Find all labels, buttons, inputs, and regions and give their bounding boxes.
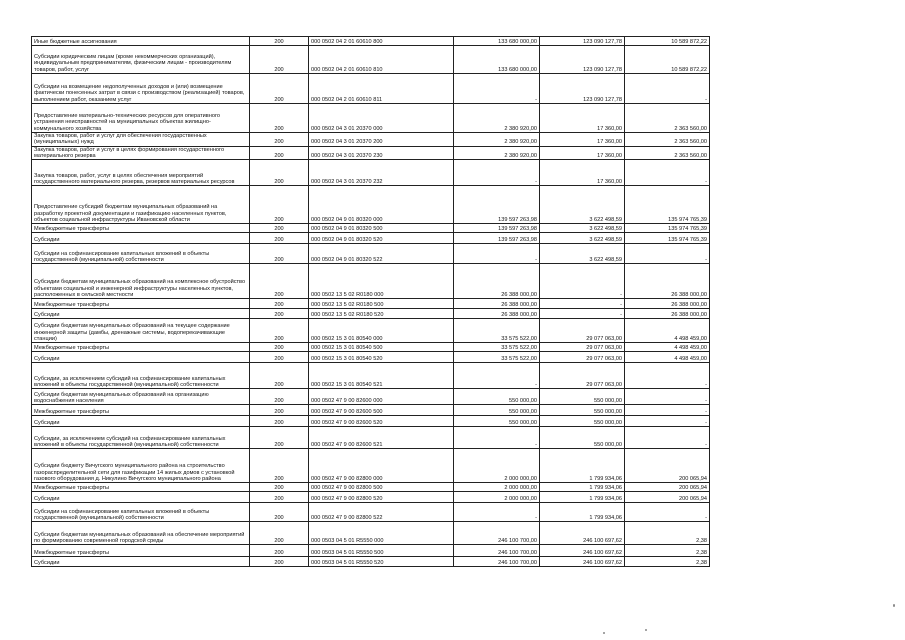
cell-executed: 17 360,00 [540,133,625,147]
cell-name: Субсидии, за исключением субсидий на софинансирование капитальных вложений в объекты государственной (муниципальной) собственности [32,427,250,449]
cell-line-code: 200 [250,557,309,567]
cell-line-code: 200 [250,133,309,147]
table-row [32,557,710,567]
cell-executed: 3 622 498,59 [540,224,625,233]
cell-unexecuted: 4 498 459,00 [625,343,710,352]
cell-budget-code: 000 0502 47 9 00 82600 520 [309,416,454,427]
cell-budget-code: 000 0502 04 9 01 80320 000 [309,186,454,224]
cell-executed: 246 100 697,62 [540,522,625,545]
table-row [32,133,710,147]
cell-budget-code: 000 0503 04 5 01 R5550 000 [309,522,454,545]
cell-line-code: 200 [250,319,309,343]
cell-unexecuted: 200 065,94 [625,483,710,492]
cell-name: Межбюджетные трансферты [32,405,250,416]
cell-budget-code: 000 0502 13 5 02 R0180 000 [309,264,454,299]
cell-unexecuted: - [625,244,710,264]
budget-report-page [31,36,709,567]
cell-line-code: 200 [250,522,309,545]
cell-approved: 246 100 700,00 [454,522,540,545]
cell-unexecuted: 4 498 459,00 [625,319,710,343]
cell-name: Закупка товаров, работ и услуг для обеспечения государственных (муниципальных) нужд [32,133,250,147]
cell-name: Предоставление материально-технических ресурсов для оперативного устранения неисправностей на муниципальных объектах жилищно-коммунального хозяйства [32,104,250,133]
cell-approved: - [454,244,540,264]
cell-approved: 33 575 522,00 [454,343,540,352]
cell-line-code: 200 [250,186,309,224]
cell-unexecuted: - [625,427,710,449]
cell-unexecuted: 26 388 000,00 [625,264,710,299]
cell-unexecuted: 10 589 872,22 [625,46,710,74]
cell-executed: 246 100 697,62 [540,557,625,567]
cell-name: Субсидии на софинансирование капитальных вложений в объекты государственной (муниципальной) собственности [32,503,250,522]
table-row [32,389,710,405]
cell-unexecuted: 200 065,94 [625,449,710,483]
cell-unexecuted: - [625,363,710,389]
cell-approved: 2 000 000,00 [454,483,540,492]
cell-budget-code: 000 0502 47 9 00 82600 521 [309,427,454,449]
scan-artifact [645,629,647,631]
cell-line-code: 200 [250,405,309,416]
table-row [32,46,710,74]
cell-unexecuted: 2,38 [625,557,710,567]
cell-approved: 33 575 522,00 [454,319,540,343]
cell-budget-code: 000 0502 47 9 00 82800 500 [309,483,454,492]
cell-line-code: 200 [250,343,309,352]
cell-approved: 550 000,00 [454,389,540,405]
table-row [32,186,710,224]
table-row [32,37,710,46]
cell-name: Межбюджетные трансферты [32,545,250,557]
table-row [32,363,710,389]
cell-approved: 139 597 263,98 [454,224,540,233]
cell-name: Межбюджетные трансферты [32,343,250,352]
cell-name: Субсидии бюджетам муниципальных образований на текущее содержание инженерной защиты (дамбы, дренажные системы, водоперекачивающие станции) [32,319,250,343]
cell-line-code: 200 [250,146,309,160]
table-row [32,545,710,557]
cell-line-code: 200 [250,449,309,483]
cell-unexecuted: 135 974 765,39 [625,233,710,244]
cell-approved: 26 388 000,00 [454,264,540,299]
cell-unexecuted: 2 363 560,00 [625,133,710,147]
cell-unexecuted: 200 065,94 [625,492,710,503]
cell-approved: 246 100 700,00 [454,545,540,557]
cell-executed: 1 799 934,06 [540,483,625,492]
table-body [32,37,710,567]
cell-name: Иные бюджетные ассигнования [32,37,250,46]
cell-executed: 3 622 498,59 [540,186,625,224]
cell-executed: 550 000,00 [540,416,625,427]
cell-executed: - [540,264,625,299]
cell-budget-code: 000 0502 15 3 01 80540 500 [309,343,454,352]
cell-line-code: 200 [250,299,309,309]
cell-unexecuted: 135 974 765,39 [625,224,710,233]
cell-executed: 123 090 127,78 [540,46,625,74]
cell-executed: 550 000,00 [540,389,625,405]
cell-unexecuted: - [625,416,710,427]
cell-executed: 17 360,00 [540,104,625,133]
scan-artifact [603,632,605,634]
cell-budget-code: 000 0502 04 3 01 20370 230 [309,146,454,160]
cell-name: Субсидии [32,352,250,363]
cell-approved: - [454,503,540,522]
cell-line-code: 200 [250,492,309,503]
cell-line-code: 200 [250,503,309,522]
cell-budget-code: 000 0502 04 9 01 80320 500 [309,224,454,233]
cell-line-code: 200 [250,244,309,264]
cell-unexecuted: 10 589 872,22 [625,37,710,46]
cell-approved: - [454,363,540,389]
cell-unexecuted: - [625,389,710,405]
table-row [32,233,710,244]
cell-executed: 550 000,00 [540,405,625,416]
cell-name: Субсидии бюджету Вичугского муниципального района на строительство газораспределительной сети для газификации 14 жилых домов с установкой газового оборудования д. Никулино Вичугского муниципального района [32,449,250,483]
cell-approved: 2 000 000,00 [454,492,540,503]
cell-line-code: 200 [250,233,309,244]
cell-line-code: 200 [250,427,309,449]
cell-approved: 26 388 000,00 [454,299,540,309]
cell-budget-code: 000 0502 47 9 00 82600 000 [309,389,454,405]
cell-name: Субсидии бюджетам муниципальных образований на обеспечение мероприятий по формированию современной городской среды [32,522,250,545]
cell-name: Субсидии на возмещение недополученных доходов и (или) возмещение фактически понесенных затрат в связи с производством (реализацией) товаров, выполнением работ, оказанием услуг [32,74,250,104]
cell-name: Субсидии [32,492,250,503]
cell-line-code: 200 [250,416,309,427]
cell-budget-code: 000 0502 04 2 01 60610 810 [309,46,454,74]
cell-executed: 3 622 498,59 [540,244,625,264]
cell-name: Межбюджетные трансферты [32,299,250,309]
cell-unexecuted: 4 498 459,00 [625,352,710,363]
cell-unexecuted: - [625,160,710,186]
cell-name: Субсидии, за исключением субсидий на софинансирование капитальных вложений в объекты государственной (муниципальной) собственности [32,363,250,389]
table-row [32,299,710,309]
cell-unexecuted: 26 388 000,00 [625,309,710,319]
cell-unexecuted: - [625,503,710,522]
cell-approved: 139 597 263,98 [454,186,540,224]
cell-unexecuted: - [625,74,710,104]
cell-approved: 550 000,00 [454,405,540,416]
cell-name: Предоставление субсидий бюджетам муниципальных образований на разработку проектной документации и газификацию населенных пунктов, объектов социальной инфраструктуры Ивановской области [32,186,250,224]
cell-name: Субсидии [32,309,250,319]
table-row [32,492,710,503]
cell-budget-code: 000 0502 15 3 01 80540 521 [309,363,454,389]
cell-budget-code: 000 0502 04 2 01 60610 811 [309,74,454,104]
cell-executed: 123 090 127,78 [540,37,625,46]
cell-budget-code: 000 0502 04 9 01 80320 520 [309,233,454,244]
cell-budget-code: 000 0502 47 9 00 82800 522 [309,503,454,522]
cell-executed: 550 000,00 [540,427,625,449]
cell-executed: 29 077 063,00 [540,343,625,352]
cell-approved: 2 380 920,00 [454,104,540,133]
cell-executed: - [540,309,625,319]
cell-approved: - [454,427,540,449]
table-row [32,427,710,449]
cell-budget-code: 000 0502 04 3 01 20370 232 [309,160,454,186]
cell-budget-code: 000 0503 04 5 01 R5550 520 [309,557,454,567]
cell-budget-code: 000 0502 04 9 01 80320 522 [309,244,454,264]
table-row [32,343,710,352]
cell-approved: 2 380 920,00 [454,133,540,147]
cell-approved: - [454,74,540,104]
cell-name: Субсидии юридическим лицам (кроме некоммерческих организаций), индивидуальным предпринимателям, физическим лицам - производителям товаров, работ, услуг [32,46,250,74]
cell-approved: 33 575 522,00 [454,352,540,363]
cell-unexecuted: 2 363 560,00 [625,104,710,133]
cell-executed: 1 799 934,06 [540,492,625,503]
cell-name: Субсидии [32,233,250,244]
cell-budget-code: 000 0502 13 5 02 R0180 500 [309,299,454,309]
cell-approved: 133 680 000,00 [454,46,540,74]
table-row [32,503,710,522]
cell-name: Межбюджетные трансферты [32,483,250,492]
table-row [32,74,710,104]
cell-approved: 550 000,00 [454,416,540,427]
cell-line-code: 200 [250,264,309,299]
cell-budget-code: 000 0502 04 3 01 20370 200 [309,133,454,147]
cell-name: Закупка товаров, работ и услуг в целях формирования государственного материального резерва [32,146,250,160]
cell-budget-code: 000 0502 15 3 01 80540 000 [309,319,454,343]
cell-executed: 1 799 934,06 [540,449,625,483]
cell-budget-code: 000 0502 47 9 00 82800 000 [309,449,454,483]
cell-executed: - [540,299,625,309]
table-row [32,160,710,186]
cell-name: Субсидии [32,557,250,567]
cell-unexecuted: - [625,405,710,416]
cell-unexecuted: 2,38 [625,545,710,557]
table-row [32,319,710,343]
cell-budget-code: 000 0502 13 5 02 R0180 520 [309,309,454,319]
cell-line-code: 200 [250,160,309,186]
cell-line-code: 200 [250,74,309,104]
cell-line-code: 200 [250,352,309,363]
table-row [32,244,710,264]
cell-line-code: 200 [250,389,309,405]
cell-approved: 139 597 263,98 [454,233,540,244]
cell-budget-code: 000 0503 04 5 01 R5550 500 [309,545,454,557]
cell-line-code: 200 [250,37,309,46]
cell-name: Закупка товаров, работ, услуг в целях обеспечения мероприятий государственного материального резерва, резервов материальных ресурсов [32,160,250,186]
table-row [32,224,710,233]
table-row [32,416,710,427]
cell-unexecuted: 2 363 560,00 [625,146,710,160]
cell-name: Субсидии бюджетам муниципальных образований на организацию водоснабжения населения [32,389,250,405]
cell-approved: 2 000 000,00 [454,449,540,483]
cell-line-code: 200 [250,309,309,319]
cell-executed: 123 090 127,78 [540,74,625,104]
cell-executed: 17 360,00 [540,146,625,160]
cell-executed: 29 077 063,00 [540,352,625,363]
table-row [32,449,710,483]
cell-line-code: 200 [250,483,309,492]
cell-name: Субсидии на софинансирование капитальных вложений в объекты государственной (муниципальной) собственности [32,244,250,264]
table-row [32,483,710,492]
cell-executed: 17 360,00 [540,160,625,186]
cell-approved: 133 680 000,00 [454,37,540,46]
cell-unexecuted: 2,38 [625,522,710,545]
table-row [32,352,710,363]
cell-line-code: 200 [250,545,309,557]
table-row [32,264,710,299]
cell-name: Межбюджетные трансферты [32,224,250,233]
cell-budget-code: 000 0502 47 9 00 82800 520 [309,492,454,503]
cell-executed: 3 622 498,59 [540,233,625,244]
cell-approved: - [454,160,540,186]
table-row [32,104,710,133]
cell-unexecuted: 26 388 000,00 [625,299,710,309]
table-row [32,309,710,319]
budget-execution-table [31,36,710,567]
cell-unexecuted: 135 974 765,39 [625,186,710,224]
cell-line-code: 200 [250,46,309,74]
cell-executed: 246 100 697,62 [540,545,625,557]
table-row [32,522,710,545]
table-row [32,405,710,416]
cell-approved: 246 100 700,00 [454,557,540,567]
cell-line-code: 200 [250,363,309,389]
cell-executed: 29 077 063,00 [540,319,625,343]
cell-budget-code: 000 0502 04 2 01 60610 800 [309,37,454,46]
cell-line-code: 200 [250,224,309,233]
cell-executed: 1 799 934,06 [540,503,625,522]
scan-artifact [893,604,895,607]
table-row [32,146,710,160]
cell-approved: 2 380 920,00 [454,146,540,160]
cell-budget-code: 000 0502 04 3 01 20370 000 [309,104,454,133]
cell-name: Субсидии [32,416,250,427]
cell-line-code: 200 [250,104,309,133]
cell-budget-code: 000 0502 15 3 01 80540 520 [309,352,454,363]
cell-approved: 26 388 000,00 [454,309,540,319]
cell-budget-code: 000 0502 47 9 00 82600 500 [309,405,454,416]
cell-executed: 29 077 063,00 [540,363,625,389]
cell-name: Субсидии бюджетам муниципальных образований на комплексное обустройство объектами социальной и инженерной инфраструктуры населенных пунктов, расположенных в сельской местности [32,264,250,299]
